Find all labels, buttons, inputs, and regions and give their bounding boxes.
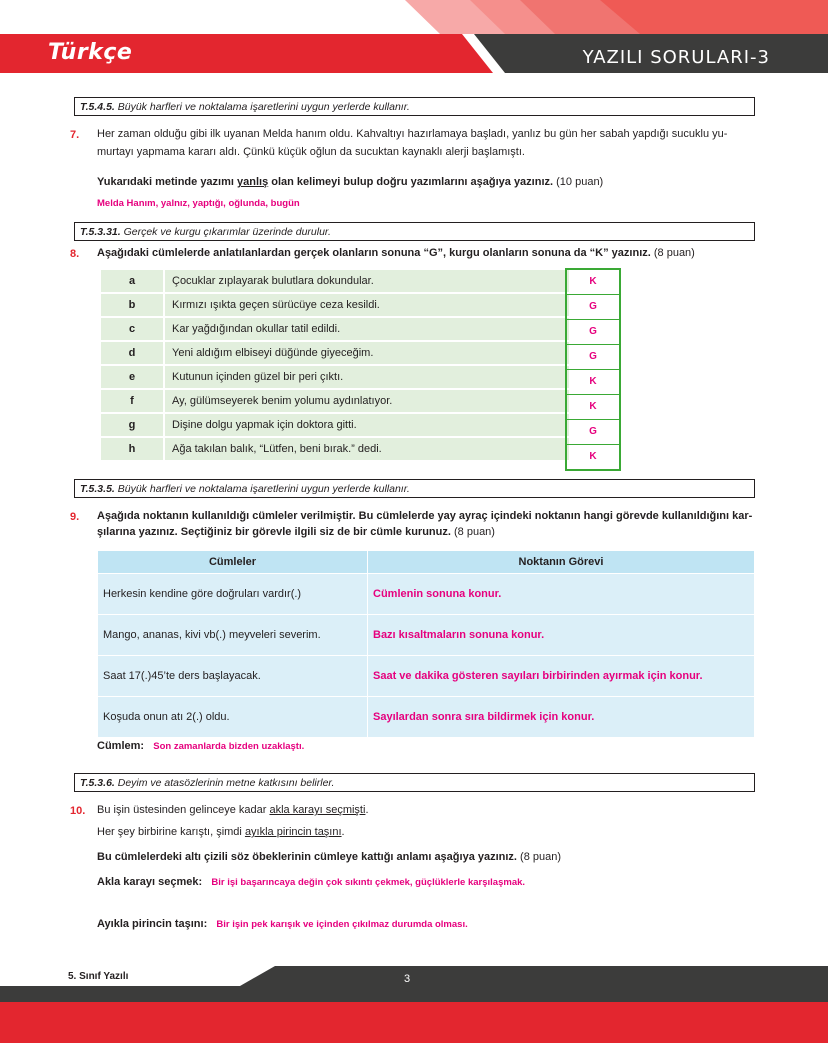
table-row: [101, 390, 569, 412]
objective-box-q8: [74, 222, 755, 241]
q8-table: [101, 268, 569, 462]
table-row: [101, 366, 569, 388]
question-number-10: 10.: [70, 805, 86, 817]
row-key: c: [101, 318, 163, 340]
question-number-8: 8.: [70, 248, 80, 260]
objective-text: Deyim ve atasözlerinin metne katkısını belirler.: [117, 777, 335, 789]
row-answer: Saat ve dakika gösteren sayıları birbirinden ayırmak için konur.: [368, 656, 755, 697]
footer-label: 5. Sınıf Yazılı: [68, 971, 129, 982]
q8-prompt-text: Aşağıdaki cümlelerde anlatılanlardan gerçek olanların sonuna “G”, kurgu olanların sonuna da “K” yazınız.: [97, 247, 651, 259]
answer-cell: G: [567, 420, 619, 445]
q10-line1-a: Bu işin üstesinden gelinceye kadar: [97, 804, 270, 816]
q9-sentence-label: Cümlem:: [97, 740, 145, 752]
table-row: [98, 615, 755, 656]
row-answer: Bazı kısaltmaların sonuna konur.: [368, 615, 755, 656]
column-header-sentences: Cümleler: [98, 551, 368, 574]
row-key: b: [101, 294, 163, 316]
q10-answer1-row: [97, 873, 525, 892]
answer-cell: K: [567, 370, 619, 395]
q7-text-line1: Her zaman olduğu gibi ilk uyanan Melda hanım oldu. Kahvaltıyı hazırlamaya başladı, yanlız bu gün her sabah yapdığı sucuklu yu-: [97, 128, 728, 140]
objective-text: Büyük harfleri ve noktalama işaretlerini uygun yerlerde kullanır.: [117, 483, 410, 495]
q8-prompt: [97, 244, 695, 263]
q7-answer: Melda Hanım, yalnız, yaptığı, oğlunda, bugün: [97, 198, 300, 209]
table-row: [98, 656, 755, 697]
page-number: 3: [404, 973, 411, 985]
row-answer: Cümlenin sonuna konur.: [368, 574, 755, 615]
footer-red-band: [0, 1002, 828, 1043]
table-row: [101, 294, 569, 316]
q9-prompt-line2-wrap: [97, 523, 495, 542]
row-sentence: Saat 17(.)45’te ders başlayacak.: [98, 656, 368, 697]
row-key: h: [101, 438, 163, 460]
row-sentence: Herkesin kendine göre doğruları vardır(.): [98, 574, 368, 615]
q7-prompt-a: Yukarıdaki metinde yazımı: [97, 176, 238, 188]
table-row: [101, 438, 569, 460]
row-sentence: Ay, gülümseyerek benim yolumu aydınlatıyor.: [163, 390, 569, 412]
q7-prompt-underlined: yanlış: [237, 176, 269, 188]
row-key: f: [101, 390, 163, 412]
question-number-9: 9.: [70, 511, 80, 523]
q10-answer1: Bir işi başarıncaya değin çok sıkıntı çekmek, güçlüklerle karşılaşmak.: [211, 877, 526, 888]
q7-prompt-b: olan kelimeyi bulup doğru yazımlarını aşağıya yazınız.: [268, 176, 554, 188]
objective-code: T.5.3.31.: [80, 226, 121, 238]
table-row: [98, 697, 755, 738]
q10-points: (8 puan): [517, 851, 562, 863]
subject-title: Türkçe: [48, 40, 133, 65]
header-decoration-stripes: [0, 0, 828, 34]
q8-points: (8 puan): [650, 247, 695, 259]
q10-answer2: Bir işin pek karışık ve içinden çıkılmaz durumda olması.: [216, 919, 468, 930]
answer-cell: K: [567, 270, 619, 295]
row-sentence: Mango, ananas, kivi vb(.) meyveleri severim.: [98, 615, 368, 656]
table-row: [101, 342, 569, 364]
objective-box-q7: [74, 97, 755, 116]
row-sentence: Çocuklar zıplayarak bulutlara dokundular.: [163, 270, 569, 292]
answer-cell: G: [567, 345, 619, 370]
q10-line1: [97, 801, 369, 820]
q10-prompt-text: Bu cümlelerdeki altı çizili söz öbeklerinin cümleye kattığı anlamı aşağıya yazınız.: [97, 851, 517, 863]
answer-cell: G: [567, 320, 619, 345]
q9-points: (8 puan): [450, 526, 495, 538]
q9-sentence-answer: Son zamanlarda bizden uzaklaştı.: [153, 741, 305, 752]
objective-code: T.5.4.5.: [80, 101, 115, 113]
q9-own-sentence: [97, 737, 304, 756]
q10-line2-b: .: [341, 826, 345, 838]
table-row: [101, 318, 569, 340]
row-answer: Sayılardan sonra sıra bildirmek için konur.: [368, 697, 755, 738]
q8-answer-column: [565, 268, 621, 471]
row-sentence: Kırmızı ışıkta geçen sürücüye ceza kesildi.: [163, 294, 569, 316]
question-number-7: 7.: [70, 129, 80, 141]
q7-prompt: [97, 173, 603, 192]
answer-cell: G: [567, 295, 619, 320]
row-key: a: [101, 270, 163, 292]
row-key: d: [101, 342, 163, 364]
objective-code: T.5.3.6.: [80, 777, 115, 789]
row-sentence: Ağa takılan balık, “Lütfen, beni bırak.” dedi.: [163, 438, 569, 460]
q10-line1-underlined: akla karayı seçmişti: [269, 804, 366, 816]
q10-line2-a: Her şey birbirine karıştı, şimdi: [97, 826, 245, 838]
table-row: [98, 574, 755, 615]
table-row: [101, 414, 569, 436]
column-header-function: Noktanın Görevi: [368, 551, 755, 574]
q9-table: [97, 550, 755, 738]
row-sentence: Kar yağdığından okullar tatil edildi.: [163, 318, 569, 340]
row-sentence: Koşuda onun atı 2(.) oldu.: [98, 697, 368, 738]
q7-points: (10 puan): [553, 176, 604, 188]
row-sentence: Kutunun içinden güzel bir peri çıktı.: [163, 366, 569, 388]
q10-answer2-row: [97, 915, 468, 934]
objective-box-q9: [74, 479, 755, 498]
q10-prompt: [97, 848, 561, 867]
table-row: [101, 270, 569, 292]
objective-text: Büyük harfleri ve noktalama işaretlerini uygun yerlerde kullanır.: [117, 101, 410, 113]
q10-label2: Ayıkla pirincin taşını:: [97, 918, 208, 930]
paper-title: YAZILI SORULARI-3: [582, 47, 770, 68]
row-key: e: [101, 366, 163, 388]
objective-box-q10: [74, 773, 755, 792]
row-key: g: [101, 414, 163, 436]
objective-text: Gerçek ve kurgu çıkarımlar üzerinde durulur.: [123, 226, 331, 238]
q10-label1: Akla karayı seçmek:: [97, 876, 203, 888]
table-header-row: [98, 551, 755, 574]
row-sentence: Yeni aldığım elbiseyi düğünde giyeceğim.: [163, 342, 569, 364]
answer-cell: K: [589, 451, 597, 462]
q7-text-line2: murtayı yapmama kararı aldı. Çünkü küçük oğlun da sucuktan kaynaklı alerji başlamıştı.: [97, 146, 525, 158]
answer-cell: K: [567, 395, 619, 420]
q10-line2: [97, 823, 345, 842]
q9-prompt-line1: Aşağıda noktanın kullanıldığı cümleler verilmiştir. Bu cümlelerde yay ayraç içindeki noktanın hangi görevde kullanıldığını kar-: [97, 510, 753, 522]
row-sentence: Dişine dolgu yapmak için doktora gitti.: [163, 414, 569, 436]
objective-code: T.5.3.5.: [80, 483, 115, 495]
q9-prompt-line2: şılarına yazınız. Seçtiğiniz bir görevle ilgili siz de bir cümle kurunuz.: [97, 526, 451, 538]
q10-line2-underlined: ayıkla pirincin taşını: [244, 826, 342, 838]
q10-line1-b: .: [365, 804, 369, 816]
